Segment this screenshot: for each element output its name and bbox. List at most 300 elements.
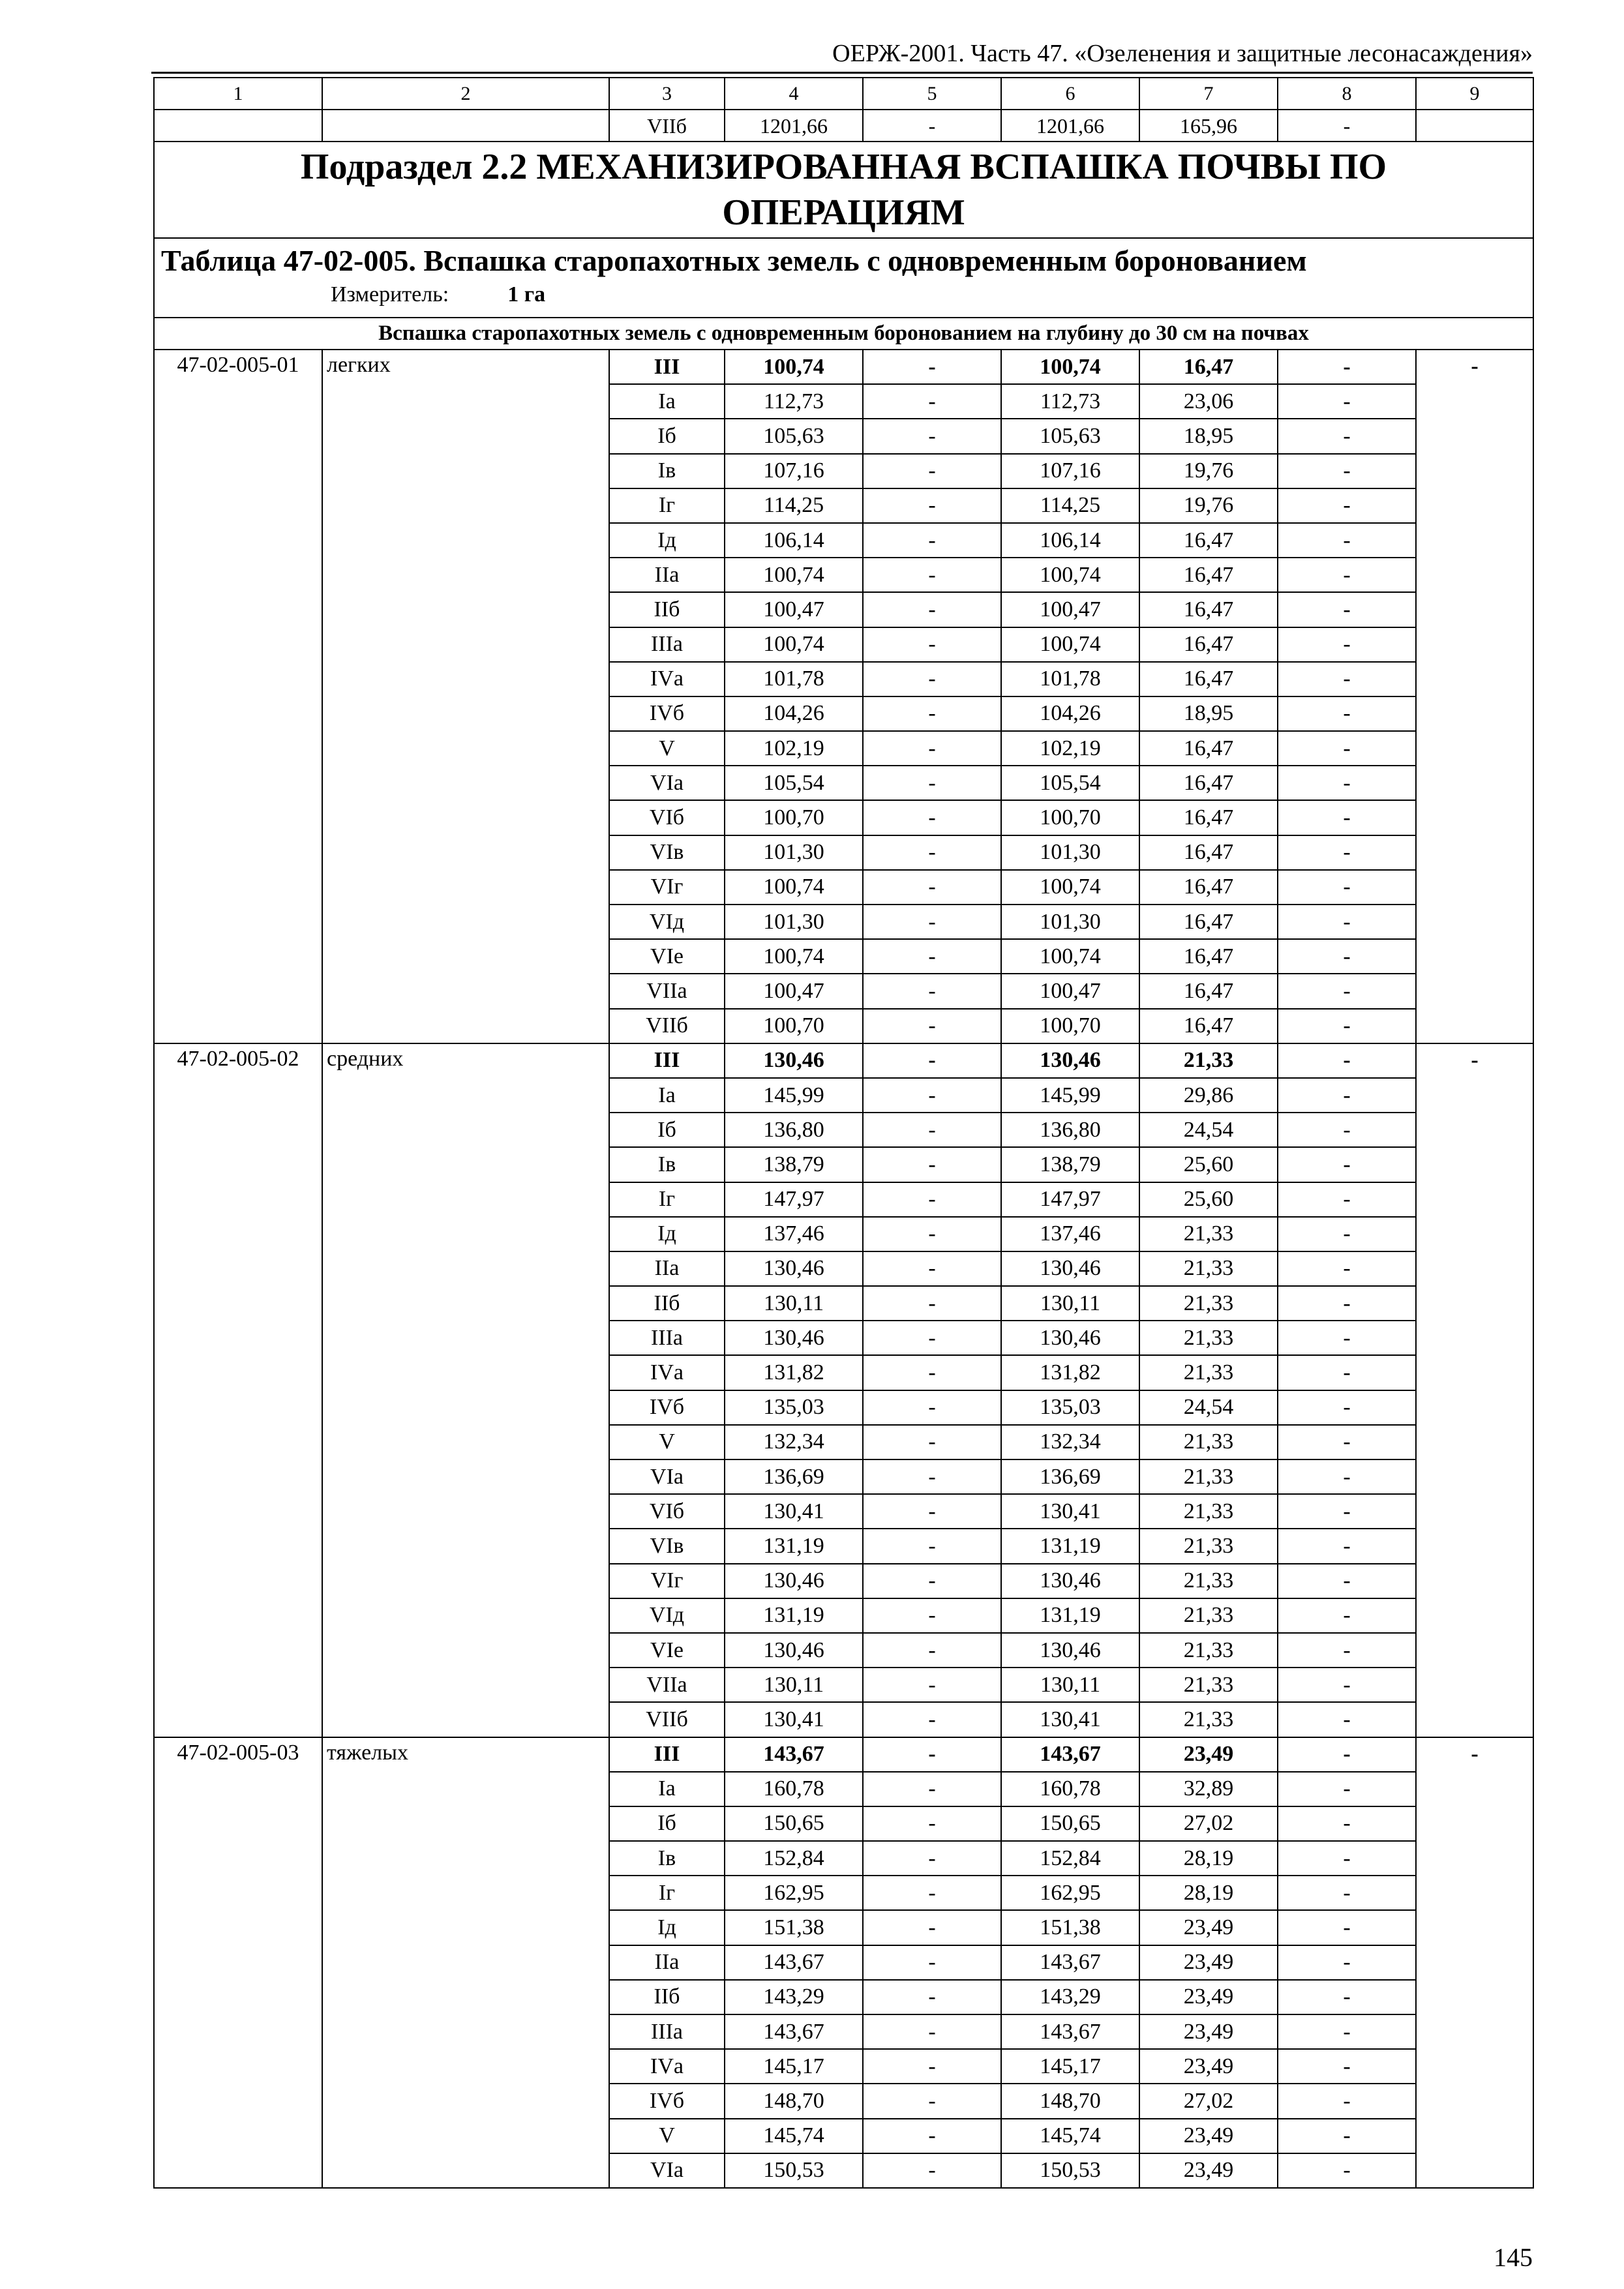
value-cell: - [1278,1043,1416,1078]
soil-group-cell: IIб [609,592,725,627]
operation-title: Вспашка старопахотных земель с одновременным боронованием на глубину до 30 см на почвах [154,318,1533,350]
value-cell: - [863,1286,1001,1321]
value-cell: 16,47 [1139,523,1278,558]
value-cell: 160,78 [725,1772,863,1806]
value-cell: - [1278,835,1416,870]
value-cell: - [1278,1286,1416,1321]
soil-group-cell: VIг [609,1564,725,1598]
value-cell: 100,47 [1001,974,1139,1008]
value-cell: - [1278,1737,1416,1772]
value-cell: - [863,1078,1001,1113]
value-cell: 105,63 [1001,419,1139,453]
value-cell: - [1278,1806,1416,1841]
value-cell: 32,89 [1139,1772,1278,1806]
value-cell: 23,49 [1139,2049,1278,2084]
value-cell: - [863,835,1001,870]
value-cell: 143,67 [725,2014,863,2049]
value-cell: 130,46 [725,1043,863,1078]
value-cell: - [863,2153,1001,2188]
value-cell: - [863,662,1001,696]
soil-group-cell: Iд [609,523,725,558]
value-cell: 131,82 [1001,1355,1139,1390]
value-cell: 151,38 [1001,1910,1139,1945]
value-cell: 130,46 [1001,1633,1139,1668]
value-cell: 21,33 [1139,1355,1278,1390]
value-cell: 145,17 [1001,2049,1139,2084]
value-cell: - [1278,488,1416,523]
value-cell: - [1278,2049,1416,2084]
soil-group-cell: Iг [609,488,725,523]
value-cell: - [1278,1564,1416,1598]
value-cell: 21,33 [1139,1321,1278,1355]
value-cell: - [863,1598,1001,1633]
table-caption [154,238,1533,318]
value-cell: - [863,1564,1001,1598]
column-number: 7 [1139,78,1278,110]
value-cell: - [863,1841,1001,1876]
value-cell: - [1278,1459,1416,1494]
soil-group-cell: VIд [609,905,725,939]
soil-group-cell: III [609,1737,725,1772]
header-rule [151,72,1533,74]
value-cell: 131,82 [725,1355,863,1390]
value-cell: - [1278,1702,1416,1737]
value-cell: 19,76 [1139,454,1278,488]
value-cell: 100,47 [1001,592,1139,627]
soil-group-cell: IIIа [609,2014,725,2049]
value-cell: - [1278,384,1416,419]
value-cell: - [1278,110,1416,142]
value-cell: - [1278,1425,1416,1459]
value-cell: 101,30 [1001,835,1139,870]
soil-group-cell: V [609,1425,725,1459]
empty-cell [1416,110,1533,142]
value-cell: 106,14 [725,523,863,558]
measure-line [161,284,1526,306]
value-cell: - [1278,454,1416,488]
value-cell: 16,47 [1139,350,1278,384]
value-cell: - [1278,1772,1416,1806]
value-cell: - [1278,350,1416,384]
value-cell: - [1278,419,1416,453]
value-cell: 106,14 [1001,523,1139,558]
value-cell: - [1278,1078,1416,1113]
value-cell: 27,02 [1139,2084,1278,2118]
rate-code: 47-02-005-02 [154,1043,322,1737]
column-number: 6 [1001,78,1139,110]
value-cell: - [863,1945,1001,1980]
value-cell: - [863,1182,1001,1217]
value-cell: 100,70 [725,1009,863,1043]
value-cell: - [1278,523,1416,558]
value-cell: 100,74 [1001,870,1139,905]
soil-group-cell: IIIа [609,1321,725,1355]
value-cell: 130,41 [725,1494,863,1529]
value-cell: 152,84 [1001,1841,1139,1876]
value-cell: - [863,731,1001,766]
value-cell: 16,47 [1139,662,1278,696]
value-cell: 135,03 [725,1390,863,1425]
soil-group-cell: VIIа [609,974,725,1008]
value-cell: 143,67 [1001,1945,1139,1980]
soil-group-cell: Iг [609,1876,725,1910]
soil-group-cell: VIа [609,2153,725,2188]
operation-row [154,318,1533,350]
value-cell: - [863,454,1001,488]
value-cell: - [863,488,1001,523]
running-header: ОЕРЖ-2001. Часть 47. «Озеленения и защитные лесонасаждения» [832,40,1533,67]
value-cell: - [863,558,1001,592]
value-cell: - [1278,1355,1416,1390]
value-cell: 105,54 [725,766,863,800]
soil-group-cell: IVа [609,662,725,696]
value-cell: - [863,1321,1001,1355]
value-cell: 23,49 [1139,1945,1278,1980]
column-numbers-row [154,78,1533,110]
value-cell: 131,19 [725,1529,863,1563]
column-number: 2 [322,78,609,110]
value-cell: - [1278,592,1416,627]
soil-group-cell: VIа [609,766,725,800]
subsection-row [154,142,1533,238]
soil-group-cell: V [609,2119,725,2153]
value-cell: 136,69 [1001,1459,1139,1494]
column-number: 8 [1278,78,1416,110]
value-cell: - [1278,800,1416,835]
value-cell: 165,96 [1139,110,1278,142]
value-cell: 21,33 [1139,1494,1278,1529]
value-cell: 112,73 [1001,384,1139,419]
value-cell: 162,95 [725,1876,863,1910]
value-cell: - [1278,1980,1416,2014]
column-9-cell: - [1416,1043,1533,1737]
value-cell: 18,95 [1139,696,1278,731]
value-cell: 136,69 [725,1459,863,1494]
soil-group-cell: Iв [609,1147,725,1182]
soil-group-cell: Iв [609,1841,725,1876]
soil-group-cell: IIа [609,1251,725,1286]
soil-group-cell: Iб [609,419,725,453]
value-cell: - [863,1737,1001,1772]
value-cell: - [863,1113,1001,1147]
value-cell: - [1278,2014,1416,2049]
value-cell: - [1278,1182,1416,1217]
value-cell: 130,46 [725,1633,863,1668]
soil-group-cell: IIб [609,1980,725,2014]
value-cell: - [1278,1529,1416,1563]
value-cell: 145,74 [1001,2119,1139,2153]
value-cell: 100,74 [725,939,863,974]
value-cell: - [863,2014,1001,2049]
value-cell: - [1278,662,1416,696]
value-cell: 21,33 [1139,1702,1278,1737]
value-cell: 16,47 [1139,558,1278,592]
column-9-cell: - [1416,1737,1533,2188]
value-cell: 132,34 [1001,1425,1139,1459]
value-cell: 24,54 [1139,1113,1278,1147]
value-cell: - [1278,1390,1416,1425]
value-cell: 101,78 [725,662,863,696]
value-cell: 21,33 [1139,1286,1278,1321]
soil-group-cell: IVб [609,1390,725,1425]
table-caption-row [154,238,1533,318]
value-cell: - [863,627,1001,662]
value-cell: 21,33 [1139,1668,1278,1702]
value-cell: - [1278,870,1416,905]
value-cell: - [1278,2153,1416,2188]
soil-group-cell: VIв [609,835,725,870]
soil-group-cell: VIIб [609,1009,725,1043]
value-cell: 28,19 [1139,1876,1278,1910]
value-cell: 132,34 [725,1425,863,1459]
subsection-title: Подраздел 2.2 МЕХАНИЗИРОВАННАЯ ВСПАШКА ПОЧВЫ ПО ОПЕРАЦИЯМ [154,142,1533,238]
value-cell: 102,19 [1001,731,1139,766]
soil-group-cell: VIIа [609,1668,725,1702]
value-cell: - [1278,2084,1416,2118]
value-cell: - [863,1390,1001,1425]
value-cell: 21,33 [1139,1529,1278,1563]
value-cell: - [1278,558,1416,592]
soil-group-cell: Iв [609,454,725,488]
value-cell: 16,47 [1139,627,1278,662]
value-cell: 131,19 [1001,1529,1139,1563]
value-cell: 131,19 [1001,1598,1139,1633]
soil-group-cell: VIе [609,1633,725,1668]
value-cell: 25,60 [1139,1147,1278,1182]
value-cell: - [863,974,1001,1008]
value-cell: - [863,1355,1001,1390]
soil-group-cell: VIд [609,1598,725,1633]
column-9-cell: - [1416,350,1533,1043]
value-cell: 16,47 [1139,870,1278,905]
value-cell: 143,67 [1001,1737,1139,1772]
value-cell: - [863,1633,1001,1668]
value-cell: - [863,1910,1001,1945]
value-cell: - [1278,1945,1416,1980]
page-number: 145 [1494,2243,1533,2272]
value-cell: 138,79 [725,1147,863,1182]
rates-table [153,77,1534,2189]
value-cell: - [1278,1113,1416,1147]
value-cell: - [863,1459,1001,1494]
column-number: 9 [1416,78,1533,110]
value-cell: - [863,2119,1001,2153]
value-cell: 1201,66 [1001,110,1139,142]
value-cell: - [863,766,1001,800]
value-cell: - [1278,766,1416,800]
soil-group-cell: IIа [609,1945,725,1980]
value-cell: 24,54 [1139,1390,1278,1425]
soil-type: средних [322,1043,609,1737]
value-cell: 100,74 [725,627,863,662]
value-cell: 100,74 [725,350,863,384]
soil-group-cell: V [609,731,725,766]
value-cell: - [863,870,1001,905]
value-cell: 130,46 [725,1321,863,1355]
value-cell: 136,80 [725,1113,863,1147]
value-cell: 151,38 [725,1910,863,1945]
value-cell: 100,70 [725,800,863,835]
value-cell: 152,84 [725,1841,863,1876]
soil-group-cell: VIб [609,1494,725,1529]
rate-code: 47-02-005-01 [154,350,322,1043]
value-cell: 23,49 [1139,2153,1278,2188]
soil-group-cell: VIв [609,1529,725,1563]
value-cell: 150,65 [725,1806,863,1841]
value-cell: 21,33 [1139,1633,1278,1668]
value-cell: 130,11 [1001,1286,1139,1321]
soil-group-cell: III [609,350,725,384]
value-cell: 147,97 [1001,1182,1139,1217]
value-cell: 137,46 [725,1217,863,1251]
soil-group-cell: IIа [609,558,725,592]
value-cell: 137,46 [1001,1217,1139,1251]
value-cell: - [863,1251,1001,1286]
table-row [154,350,1533,384]
value-cell: 21,33 [1139,1564,1278,1598]
soil-group-cell: VIе [609,939,725,974]
value-cell: - [863,2049,1001,2084]
soil-group-cell: IVа [609,1355,725,1390]
value-cell: 1201,66 [725,110,863,142]
soil-group-cell: IVа [609,2049,725,2084]
value-cell: 147,97 [725,1182,863,1217]
value-cell: - [863,523,1001,558]
soil-type: легких [322,350,609,1043]
empty-cell [322,110,609,142]
value-cell: 25,60 [1139,1182,1278,1217]
value-cell: - [863,696,1001,731]
table-title: Таблица 47-02-005. Вспашка старопахотных земель с одновременным боронованием [161,244,1307,277]
value-cell: 19,76 [1139,488,1278,523]
soil-group-cell: III [609,1043,725,1078]
value-cell: 130,11 [725,1286,863,1321]
value-cell: 143,29 [725,1980,863,2014]
value-cell: 101,30 [1001,905,1139,939]
value-cell: 16,47 [1139,974,1278,1008]
rates-table-body [154,78,1533,2188]
value-cell: 145,99 [725,1078,863,1113]
table-row [154,1737,1533,1772]
value-cell: - [863,1876,1001,1910]
value-cell: 130,41 [1001,1494,1139,1529]
value-cell: 100,74 [1001,350,1139,384]
soil-group-cell: Iа [609,1078,725,1113]
value-cell: - [863,1702,1001,1737]
value-cell: 162,95 [1001,1876,1139,1910]
value-cell: - [1278,1876,1416,1910]
value-cell: 100,74 [725,870,863,905]
value-cell: - [863,2084,1001,2118]
previous-table-row [154,110,1533,142]
column-number: 3 [609,78,725,110]
value-cell: 107,16 [1001,454,1139,488]
value-cell: 150,53 [1001,2153,1139,2188]
column-number: 5 [863,78,1001,110]
value-cell: - [1278,1494,1416,1529]
value-cell: 114,25 [725,488,863,523]
value-cell: 143,67 [1001,2014,1139,2049]
value-cell: - [863,1980,1001,2014]
value-cell: 28,19 [1139,1841,1278,1876]
soil-group-cell: VIб [609,800,725,835]
table-row [154,1043,1533,1078]
value-cell: 130,46 [1001,1251,1139,1286]
value-cell: - [863,939,1001,974]
value-cell: 29,86 [1139,1078,1278,1113]
rate-code: 47-02-005-03 [154,1737,322,2188]
value-cell: 148,70 [1001,2084,1139,2118]
value-cell: 138,79 [1001,1147,1139,1182]
value-cell: 143,29 [1001,1980,1139,2014]
value-cell: 130,46 [725,1564,863,1598]
empty-cell [154,110,322,142]
value-cell: 100,74 [1001,939,1139,974]
value-cell: - [863,1806,1001,1841]
column-number: 1 [154,78,322,110]
soil-group-cell: Iб [609,1113,725,1147]
value-cell: 130,11 [1001,1668,1139,1702]
value-cell: 100,74 [725,558,863,592]
value-cell: - [1278,1910,1416,1945]
value-cell: - [863,1009,1001,1043]
value-cell: - [1278,627,1416,662]
value-cell: 114,25 [1001,488,1139,523]
value-cell: 130,46 [1001,1564,1139,1598]
value-cell: - [1278,1841,1416,1876]
value-cell: 145,17 [725,2049,863,2084]
value-cell: - [863,1217,1001,1251]
value-cell: 100,74 [1001,558,1139,592]
value-cell: - [1278,1668,1416,1702]
soil-group-cell: IIб [609,1286,725,1321]
value-cell: 21,33 [1139,1459,1278,1494]
value-cell: 21,33 [1139,1425,1278,1459]
soil-group-cell: IVб [609,2084,725,2118]
value-cell: 23,49 [1139,1910,1278,1945]
value-cell: - [863,1668,1001,1702]
value-cell: 21,33 [1139,1598,1278,1633]
value-cell: 131,19 [725,1598,863,1633]
value-cell: - [1278,1321,1416,1355]
value-cell: 16,47 [1139,731,1278,766]
value-cell: 150,53 [725,2153,863,2188]
value-cell: - [863,1494,1001,1529]
value-cell: - [863,350,1001,384]
value-cell: - [1278,1009,1416,1043]
soil-group-cell: Iд [609,1217,725,1251]
value-cell: 101,30 [725,835,863,870]
value-cell: 23,49 [1139,2014,1278,2049]
value-cell: - [863,905,1001,939]
value-cell: 136,80 [1001,1113,1139,1147]
value-cell: 130,11 [725,1668,863,1702]
value-cell: 107,16 [725,454,863,488]
value-cell: - [863,592,1001,627]
value-cell: 21,33 [1139,1251,1278,1286]
value-cell: 23,49 [1139,1980,1278,2014]
value-cell: - [1278,696,1416,731]
value-cell: 23,49 [1139,2119,1278,2153]
value-cell: 143,67 [725,1737,863,1772]
value-cell: 130,46 [1001,1321,1139,1355]
value-cell: - [1278,1217,1416,1251]
value-cell: 16,47 [1139,835,1278,870]
value-cell: 104,26 [1001,696,1139,731]
value-cell: 150,65 [1001,1806,1139,1841]
value-cell: - [1278,731,1416,766]
value-cell: 18,95 [1139,419,1278,453]
